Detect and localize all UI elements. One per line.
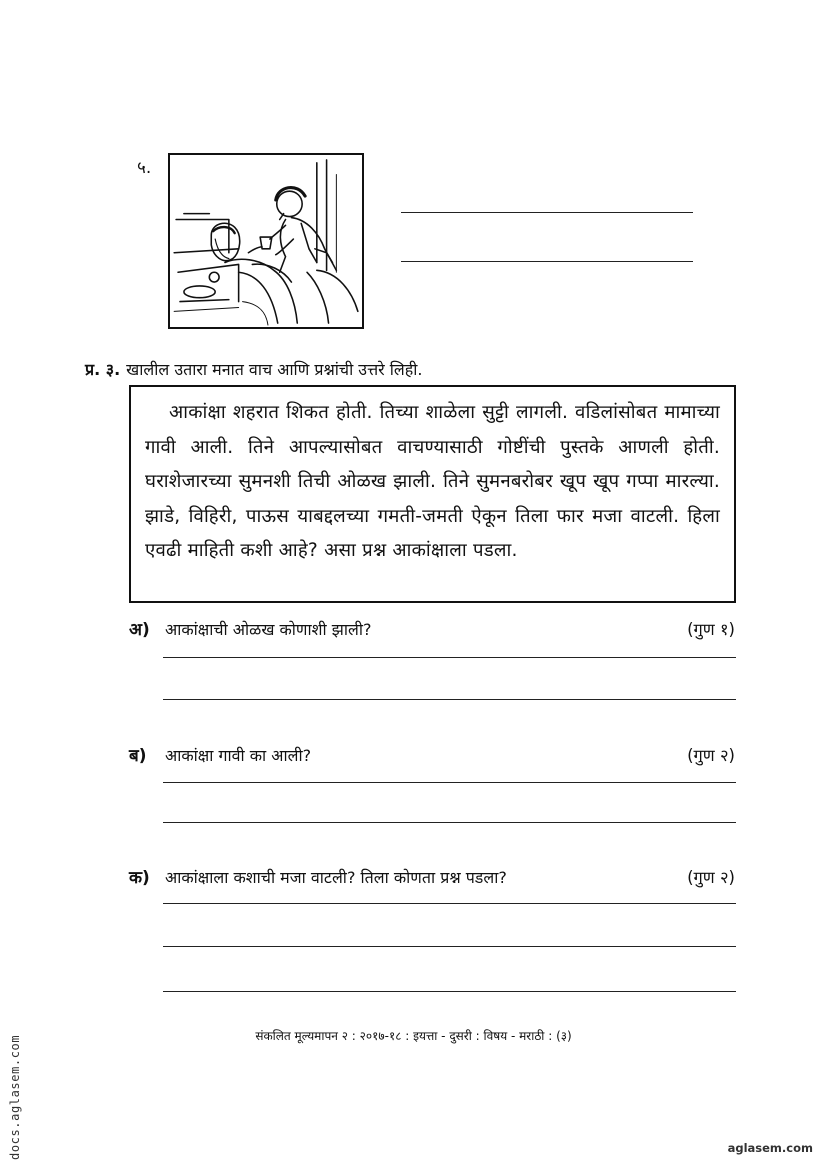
passage-text: आकांक्षा शहरात शिकत होती. तिच्या शाळेला सुट्टी लागली. वडिलांसोबत मामाच्या गावी आली. तिने आपल्यासोबत वाचण्यासाठी गोष्टींची पुस्तके आणली होती. घराशेजारच्या सुमनशी तिची ओळख झाली. तिने सुमनबरोबर खूप खूप गप्पा मारल्या. झाडे, विहिरी, पाऊस याबद्दलच्या गमती-जमती ऐकून तिला फार मजा वाटली. हिला एवढी माहिती कशी आहे? असा प्रश्न आकांक्षाला पडला. (145, 402, 720, 561)
illustration-nurse-feeding-patient (168, 153, 364, 329)
passage-box (129, 385, 736, 603)
answer-line (163, 657, 736, 658)
side-watermark: docs.aglasem.com (8, 1034, 22, 1160)
page-footer: संकलित मूल्यमापन २ : २०१७-१८ : इयत्ता - दुसरी : विषय - मराठी : (३) (255, 1029, 572, 1043)
answer-line (163, 903, 736, 904)
question-c-text: आकांक्षाला कशाची मजा वाटली? तिला कोणता प्रश्न पडला? (165, 868, 507, 887)
corner-watermark: aglasem.com (727, 1141, 813, 1155)
section-number: प्र. ३. (85, 360, 121, 379)
answer-line (163, 946, 736, 947)
answer-line (163, 991, 736, 992)
section-instruction: खालील उतारा मनात वाच आणि प्रश्नांची उत्तरे लिही. (126, 360, 423, 379)
question-b-label: ब) (129, 746, 147, 766)
answer-line (163, 699, 736, 700)
question-b-text: आकांक्षा गावी का आली? (165, 746, 312, 765)
question-b-marks: (गुण २) (687, 746, 735, 765)
answer-line (401, 212, 693, 213)
question-c-label: क) (129, 868, 150, 888)
question-5-number: ५. (137, 158, 152, 178)
answer-line (163, 782, 736, 783)
section-heading (85, 358, 422, 380)
question-a-marks: (गुण १) (687, 620, 735, 639)
question-a-label: अ) (129, 620, 150, 640)
answer-line (401, 261, 693, 262)
question-a-text: आकांक्षाची ओळख कोणाशी झाली? (165, 620, 372, 639)
question-c-marks: (गुण २) (687, 868, 735, 887)
answer-line (163, 822, 736, 823)
